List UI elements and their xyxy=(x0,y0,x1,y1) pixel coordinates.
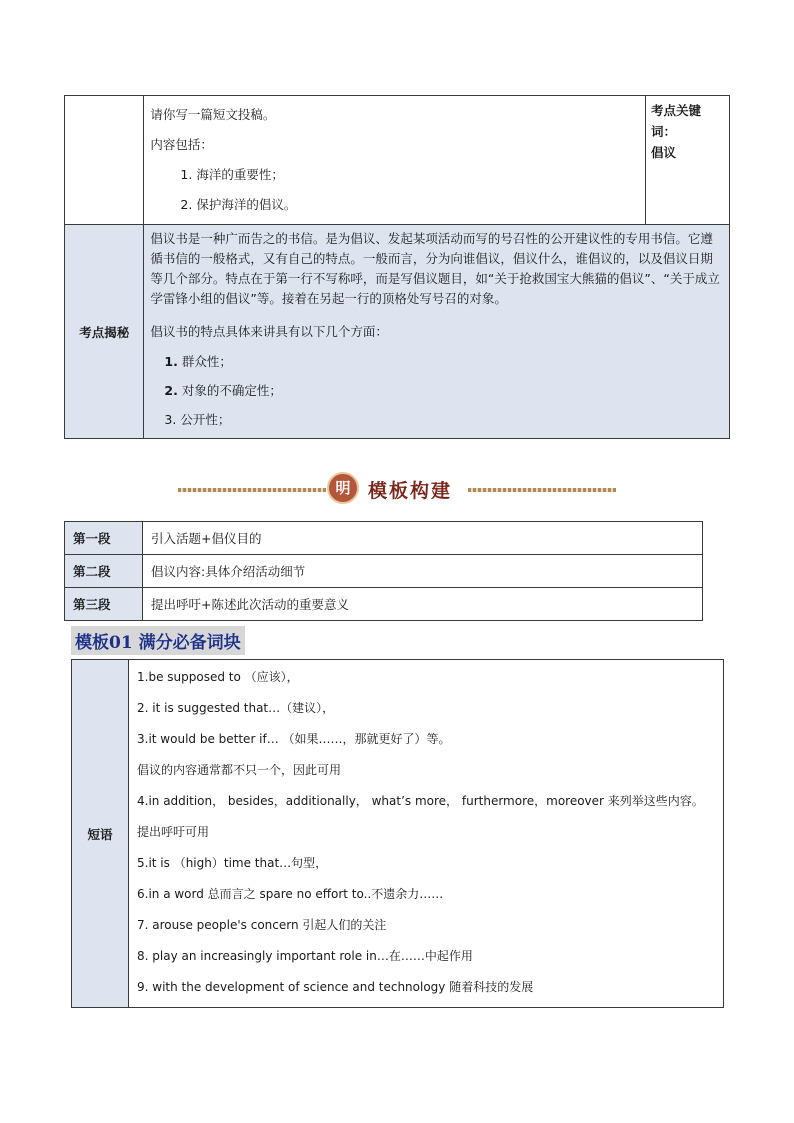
keyword-header: 考点关键词： xyxy=(650,103,701,139)
phrases-table xyxy=(71,659,724,1008)
structure-row xyxy=(65,588,703,621)
phrase-line: 8. play an increasingly important role in…在……中起作用 xyxy=(137,949,473,963)
feature-number: 3. xyxy=(164,412,177,427)
task-line-1: 请你写一篇短文投稿。 xyxy=(150,107,276,122)
keyword-cell xyxy=(645,96,729,225)
reveal-paragraph: 倡议书是一种广而告之的书信。是为倡议、发起某项活动而写的号召性的公开建议性的专用书信。它遵循书信的一般格式，又有自己的特点。一般而言，分为向谁倡议，倡议什么，谁倡议的，以及倡议日期等几个部分。特点在于第一行不写称呼，而是写倡议题目，如“关于抢救国宝大熊猫的倡议”、“关于成立学雷锋小组的倡议”等。接着在另起一行的顶格处写号召的对象。 xyxy=(150,231,720,306)
structure-value: 提出呼吁+陈述此次活动的重要意义 xyxy=(143,588,703,621)
phrase-line: 9. with the development of science and technology 随着科技的发展 xyxy=(137,980,534,994)
structure-value: 引入活题+倡仪目的 xyxy=(143,522,703,555)
phrases-row xyxy=(72,660,724,1008)
banner-seal-icon: 明 xyxy=(327,472,359,504)
phrase-line: 倡议的内容通常都不只一个，因此可用 xyxy=(137,763,342,777)
feature-item xyxy=(150,347,723,376)
feature-item xyxy=(150,376,723,405)
task-row xyxy=(65,96,730,225)
banner-title: 模板构建 xyxy=(368,480,453,502)
phrase-line: 3.it would be better if… （如果……，那就更好了）等。 xyxy=(137,732,451,746)
task-item-1: 1. 海洋的重要性； xyxy=(180,167,284,182)
keyword-value: 倡议 xyxy=(650,145,676,160)
features-intro: 倡议书的特点具体来讲具有以下几个方面： xyxy=(150,324,388,339)
phrase-line: 5.it is （high）time that…句型， xyxy=(137,856,328,870)
task-row-label-cell xyxy=(65,96,144,225)
task-content-cell xyxy=(144,96,646,225)
structure-table xyxy=(64,521,703,621)
section-heading xyxy=(71,626,245,651)
phrase-line: 7. arouse people's concern 引起人们的关注 xyxy=(137,918,387,932)
feature-text: 公开性； xyxy=(180,412,231,427)
phrase-line: 4.in addition， besides，additionally， what’s more， furthermore，moreover 来列举这些内容。 xyxy=(137,794,704,808)
phrase-line: 提出呼吁可用 xyxy=(137,825,210,839)
phrase-line: 2. it is suggested that…（建议）， xyxy=(137,701,335,715)
reveal-content-cell xyxy=(144,225,730,439)
structure-row xyxy=(65,555,703,588)
banner-ornament-right xyxy=(468,488,616,492)
phrase-line: 1.be supposed to （应该）， xyxy=(137,670,299,684)
banner-ornament-left xyxy=(178,488,326,492)
feature-text: 对象的不确定性； xyxy=(181,383,282,398)
task-item-2: 2. 保护海洋的倡议。 xyxy=(180,197,297,212)
feature-number: 1. xyxy=(164,354,178,369)
structure-label: 第二段 xyxy=(65,555,143,588)
reveal-row xyxy=(65,225,730,439)
phrases-label: 短语 xyxy=(72,660,129,1008)
structure-label: 第三段 xyxy=(65,588,143,621)
reveal-label: 考点揭秘 xyxy=(65,225,144,439)
phrase-line: 6.in a word 总而言之 spare no effort to..不遗余力…… xyxy=(137,887,444,901)
structure-value: 倡议内容:具体介绍活动细节 xyxy=(143,555,703,588)
task-line-2: 内容包括： xyxy=(150,137,213,152)
structure-row xyxy=(65,522,703,555)
task-table xyxy=(64,95,730,439)
structure-label: 第一段 xyxy=(65,522,143,555)
section-banner xyxy=(178,472,616,506)
feature-text: 群众性； xyxy=(181,354,232,369)
feature-number: 2. xyxy=(164,383,178,398)
section-title: 模板01 满分必备词块 xyxy=(71,626,245,655)
feature-item xyxy=(150,405,723,434)
phrases-content xyxy=(129,660,724,1008)
